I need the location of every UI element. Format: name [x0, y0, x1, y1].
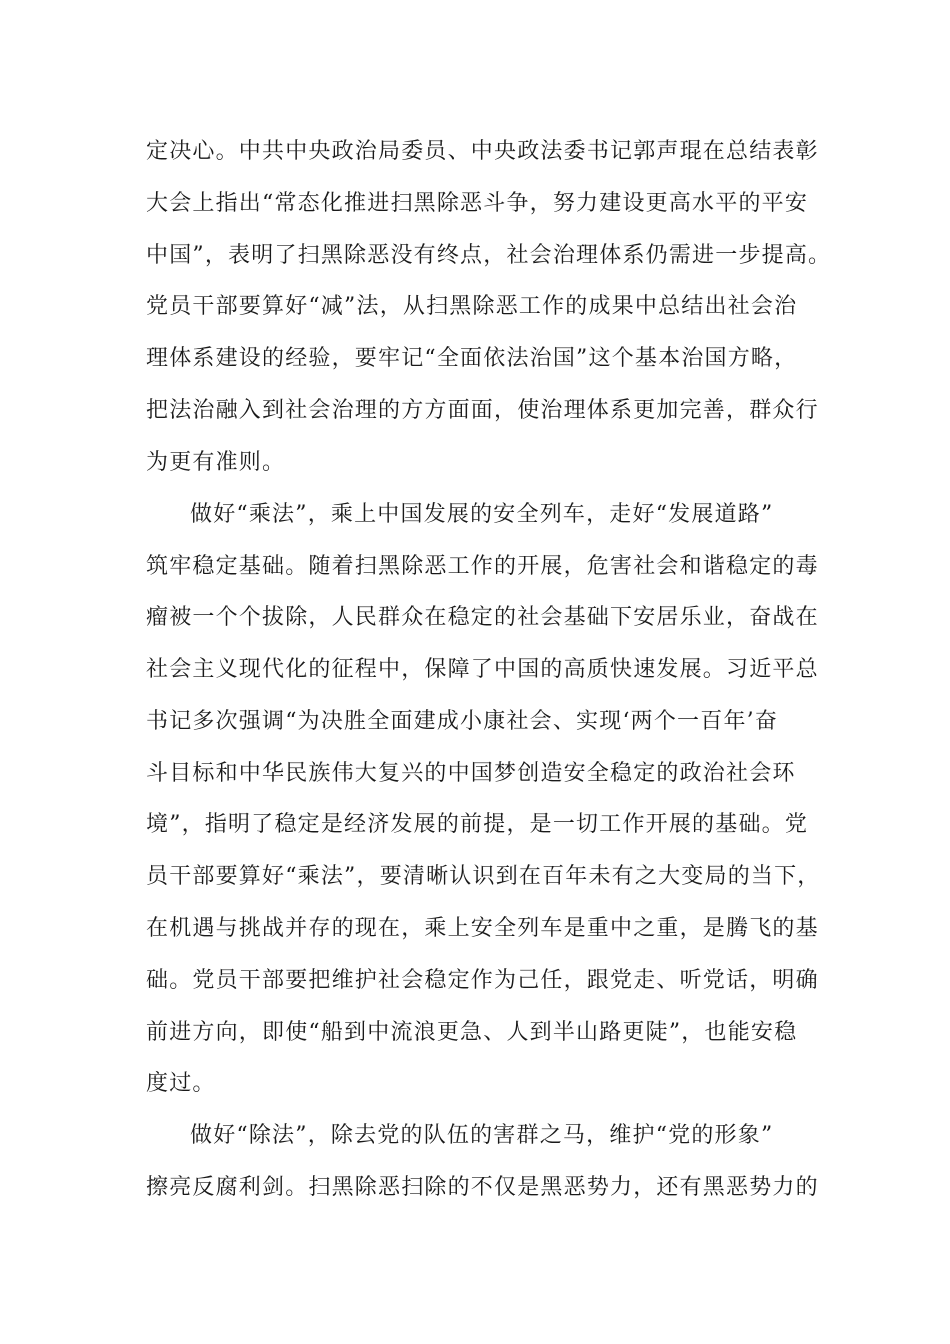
text-line: 把法治融入到社会治理的方方面面，使治理体系更加完善，群众行	[146, 398, 819, 423]
text-line: 书记多次强调“为决胜全面建成小康社会、实现‘两个一百年’奋	[146, 709, 779, 734]
text-line: 大会上指出“常态化推进扫黑除恶斗争，努力建设更高水平的平安	[146, 191, 809, 216]
paragraph-first-line: 做好“乘法”，乘上中国发展的安全列车，走好“发展道路”	[190, 502, 774, 527]
text-line: 中国”，表明了扫黑除恶没有终点，社会治理体系仍需进一步提高。	[146, 243, 832, 268]
text-line: 瘤被一个个拔除，人民群众在稳定的社会基础下安居乐业，奋战在	[146, 605, 819, 630]
text-line: 度过。	[146, 1071, 216, 1096]
text-line: 在机遇与挑战并存的现在，乘上安全列车是重中之重，是腾飞的基	[146, 916, 819, 941]
paragraph-first-line: 做好“除法”，除去党的队伍的害群之马，维护“党的形象”	[190, 1123, 774, 1148]
text-line: 擦亮反腐利剑。扫黑除恶扫除的不仅是黑恶势力，还有黑恶势力的	[146, 1175, 819, 1200]
text-line: 为更有准则。	[146, 450, 286, 475]
text-line: 前进方向，即使“船到中流浪更急、人到半山路更陡”，也能安稳	[146, 1020, 798, 1045]
text-line: 员干部要算好“乘法”，要清晰认识到在百年未有之大变局的当下，	[146, 864, 821, 889]
text-line: 境”，指明了稳定是经济发展的前提，是一切工作开展的基础。党	[146, 812, 809, 837]
text-line: 筑牢稳定基础。随着扫黑除恶工作的开展，危害社会和谐稳定的毒	[146, 554, 819, 579]
text-line: 定决心。中共中央政治局委员、中央政法委书记郭声琨在总结表彰	[146, 139, 819, 164]
text-line: 础。党员干部要把维护社会稳定作为己任，跟党走、听党话，明确	[146, 968, 819, 993]
text-line: 党员干部要算好“减”法，从扫黑除恶工作的成果中总结出社会治	[146, 294, 798, 319]
text-line: 斗目标和中华民族伟大复兴的中国梦创造安全稳定的政治社会环	[146, 761, 796, 786]
text-line: 理体系建设的经验，要牢记“全面依法治国”这个基本治国方略，	[146, 346, 798, 371]
text-line: 社会主义现代化的征程中，保障了中国的高质快速发展。习近平总	[146, 657, 819, 682]
